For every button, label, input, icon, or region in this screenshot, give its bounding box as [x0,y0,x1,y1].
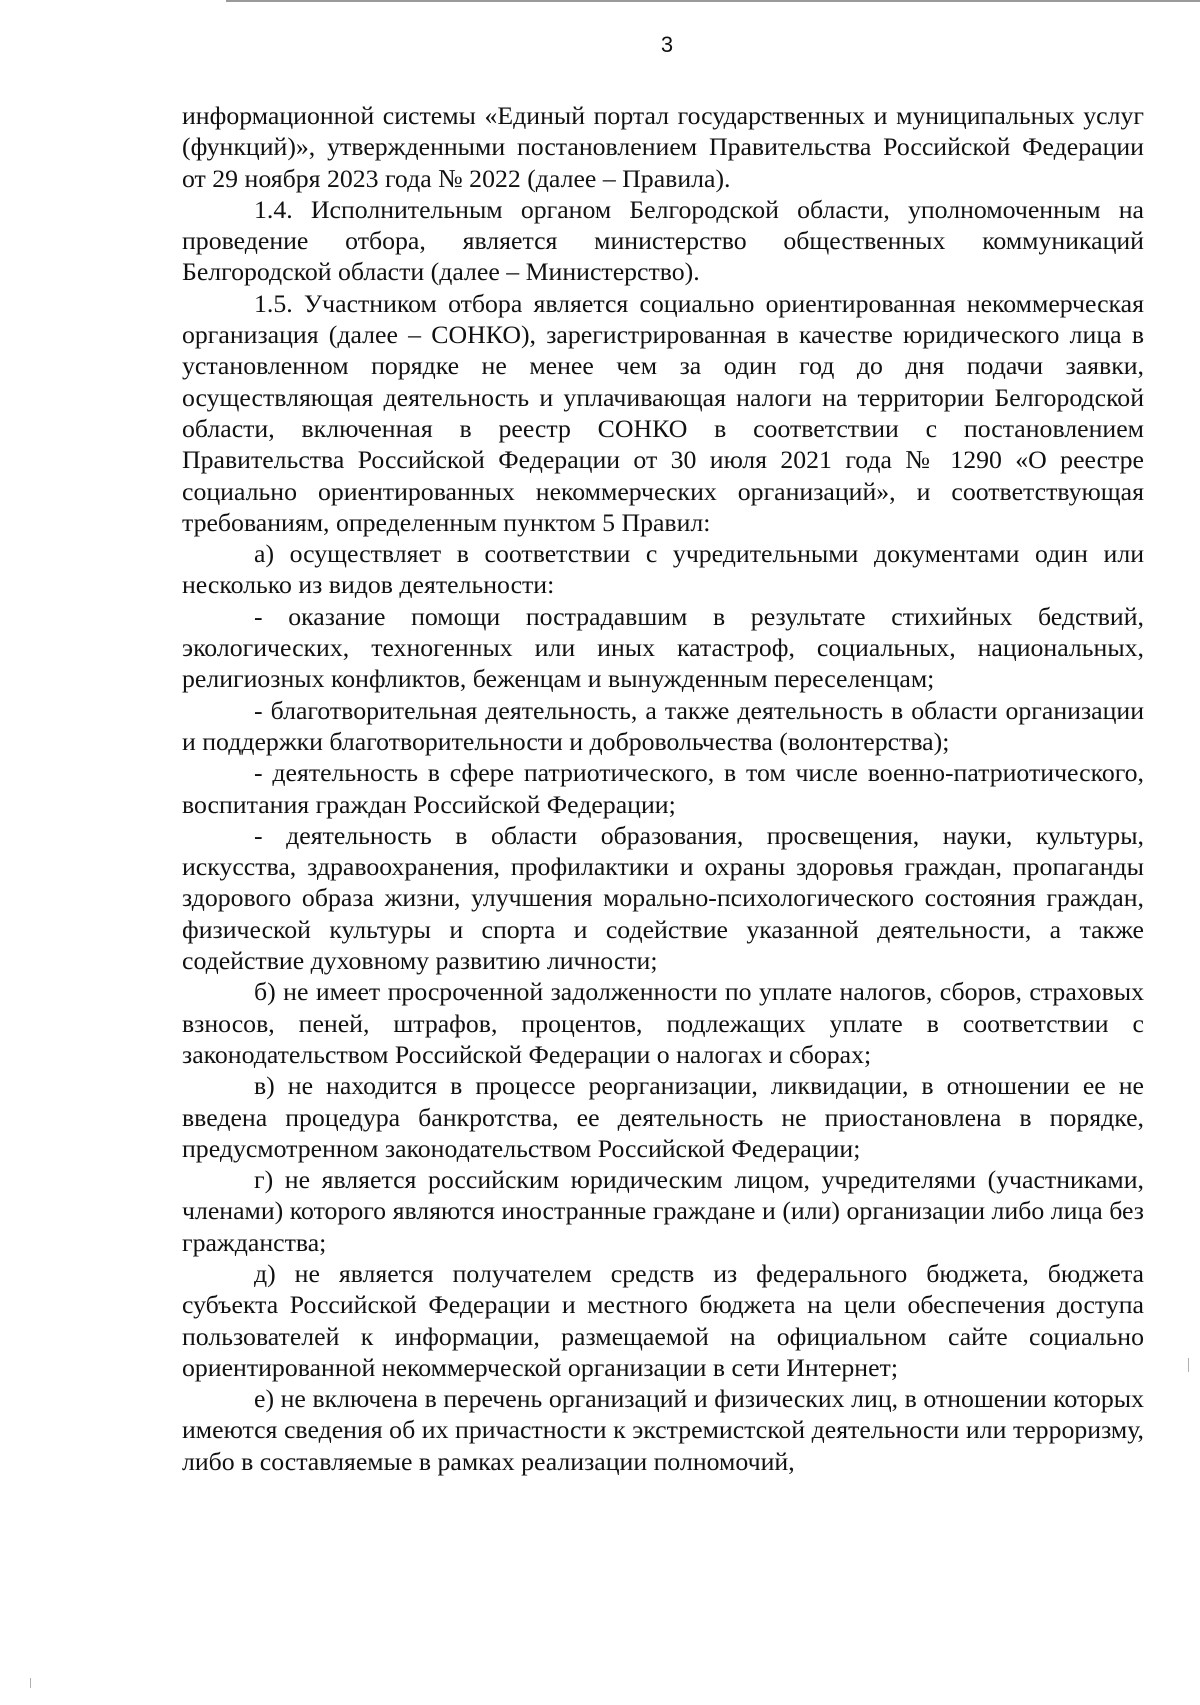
paragraph-1-4: 1.4. Исполнительным органом Белгородской области, уполномоченным на проведение отбора, является министерство общественных коммуникаций Белгородской области (далее – Министерство). [182,194,1144,287]
paragraph-activity-charity: - благотворительная деятельность, а также деятельность в области организации и поддержки благотворительности и добровольчества (волонтерства); [182,695,1144,756]
paragraph-item-g: г) не является российским юридическим лицом, учредителями (участниками, членами) которого являются иностранные граждане и (или) организации либо лица без гражданства; [182,1165,1144,1257]
paragraph-item-a: а) осуществляет в соответствии с учредительными документами один или несколько из видов деятельности: [182,539,1144,600]
paragraph-1-5: 1.5. Участником отбора является социально ориентированная некоммерческая организация (далее – СОНКО), зарегистрированная в качестве юридического лица в установленном порядке не менее чем за один год до дня подачи заявки, осуществляющая деятельность и уплачивающая налоги на территории Белгородской области, включенная в реестр СОНКО в соответствии с постановлением Правительства Российской Федерации от 30 июля 2021 года № 1290 «О реестре социально ориентированных некоммерческих организаций», и соответствующая требованиям, определенным пунктом 5 Правил: [182,288,1144,537]
paragraph-item-d: д) не является получателем средств из федерального бюджета, бюджета субъекта Российской Федерации и местного бюджета на цели обеспечения доступа пользователей к информации, размещаемой на официальном сайте социально ориентированной некоммерческой организации в сети Интернет; [182,1258,1144,1382]
paragraph-item-b: б) не имеет просроченной задолженности по уплате налогов, сборов, страховых взносов, пеней, штрафов, процентов, подлежащих уплате в соответствии с законодательством Российской Федерации о налогах и сборах; [182,977,1144,1069]
paragraph-activity-patriotic: - деятельность в сфере патриотического, в том числе военно-патриотического, воспитания граждан Российской Федерации; [182,758,1144,819]
paragraph-item-e: е) не включена в перечень организаций и физических лиц, в отношении которых имеются сведения об их причастности к экстремистской деятельности или терроризму, либо в составляемые в рамках реализации полномочий, [182,1384,1144,1476]
scan-edge-mark [1188,1358,1189,1372]
scan-edge-line [226,0,1200,2]
document-body [182,100,1144,1477]
paragraph-activity-disaster-help: - оказание помощи пострадавшим в результате стихийных бедствий, экологических, техногенных или иных катастроф, социальных, национальных, религиозных конфликтов, беженцам и вынужденным переселенцам; [182,601,1144,694]
scan-corner-mark [30,1678,41,1688]
paragraph-activity-education: - деятельность в области образования, просвещения, науки, культуры, искусства, здравоохранения, профилактики и охраны здоровья граждан, пропаганды здорового образа жизни, улучшения морально-психологического состояния граждан, физической культуры и спорта и содействие указанной деятельности, а также содействие духовному развитию личности; [182,820,1144,976]
page-number: 3 [660,32,674,57]
paragraph-continuation: информационной системы «Единый портал государственных и муниципальных услуг (функций)», утвержденными постановлением Правительства Российской Федерации от 29 ноября 2023 года № 2022 (далее – Правила). [182,101,1144,193]
paragraph-item-v: в) не находится в процессе реорганизации, ликвидации, в отношении ее не введена процедура банкротства, ее деятельность не приостановлена в порядке, предусмотренном законодательством Российской Федерации; [182,1071,1144,1163]
